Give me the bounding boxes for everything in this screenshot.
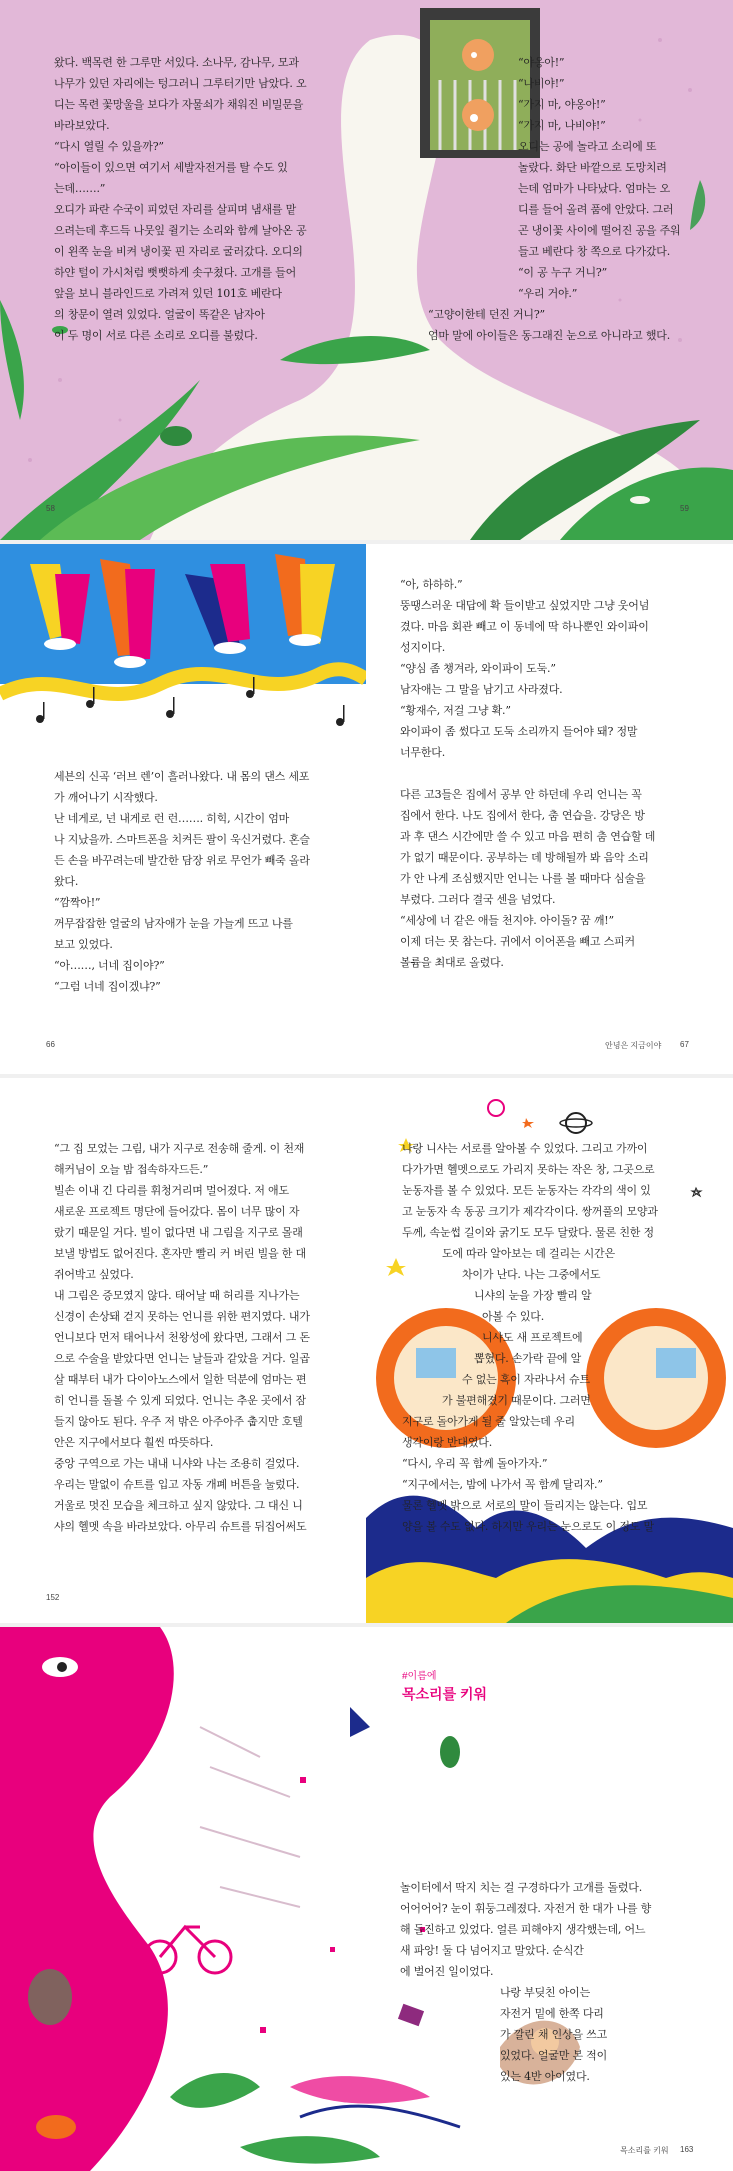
text-line: 우리는 말없이 슈트를 입고 자동 개폐 버튼을 눌렀다. bbox=[54, 1478, 300, 1491]
text-line: 눈동자를 볼 수 있었다. 모든 눈동자는 각각의 색이 있 bbox=[402, 1184, 651, 1197]
dance-illustration bbox=[0, 544, 366, 754]
text-line: 앞을 보니 블라인드로 가려져 있던 101호 베란다 bbox=[54, 287, 282, 300]
text-line: 는데 엄마가 나타났다. 엄마는 오 bbox=[518, 182, 671, 195]
text-line: “아, 하하하.” bbox=[400, 578, 463, 591]
text-line: 바라보았다. bbox=[54, 119, 110, 132]
page-number-left: 58 bbox=[46, 504, 55, 513]
text-line: 으로 수술을 받았다면 언니는 날들과 같았을 거다. 일곱 bbox=[54, 1352, 310, 1365]
spread1-left-column bbox=[54, 52, 374, 346]
text-line: 놀이터에서 딱지 치는 걸 구경하다가 고개를 돌렸다. bbox=[400, 1881, 643, 1894]
text-line: 들고 베란다 창 쪽으로 다가갔다. bbox=[518, 245, 671, 258]
text-line: 들지 않아도 된다. 우주 저 밖은 아주아주 춥지만 호텔 bbox=[54, 1415, 303, 1428]
text-line: “가지 마, 야옹아!” bbox=[518, 98, 606, 111]
text-line: 디를 들어 올려 품에 안았다. 그러 bbox=[518, 203, 674, 216]
spread2-right-column bbox=[400, 574, 700, 973]
spread1-right-column bbox=[428, 52, 728, 346]
text-line: 지구로 돌아가게 될 줄 알았는데 우리 bbox=[402, 1415, 575, 1428]
text-line: 내 그림은 증모였지 않다. 태어날 때 허리를 지나가는 bbox=[54, 1289, 300, 1302]
text-line: 자전거 밑에 한쪽 다리 bbox=[500, 2007, 604, 2020]
text-line: 가 깨어나기 시작했다. bbox=[54, 791, 158, 804]
text-line: “지구에서는, 밤에 나가서 꼭 함께 달리자.” bbox=[402, 1478, 603, 1491]
text-line: 수 없는 혹이 자라나서 슈트 bbox=[462, 1373, 590, 1386]
text-line: 세븐의 신곡 ‘러브 렌’이 흘러나왔다. 내 몸의 댄스 세포 bbox=[54, 770, 310, 783]
text-line: 아볼 수 있다. bbox=[482, 1310, 545, 1323]
text-line: 쥐어박고 싶었다. bbox=[54, 1268, 134, 1281]
section-title: 목소리를 키워 bbox=[402, 1686, 488, 1702]
text-line: “세상에 너 같은 애들 천지야. 아이돌? 꿈 깨!” bbox=[400, 914, 614, 927]
text-line: 의 창문이 열려 있었다. 얼굴이 똑같은 남자아 bbox=[54, 308, 265, 321]
section-tag: #이름에 bbox=[402, 1671, 437, 1682]
text-line: 성지이다. bbox=[400, 641, 446, 654]
text-line: “그 집 모었는 그림, 내가 지구로 전송해 줄게. 이 천재 bbox=[54, 1142, 305, 1155]
text-line: “깜짝아!” bbox=[54, 896, 101, 909]
running-header: 안녕은 지금이야 bbox=[605, 1041, 662, 1050]
text-line: “다시, 우리 꼭 함께 돌아가자.” bbox=[402, 1457, 548, 1470]
spread2-left-column bbox=[54, 766, 354, 997]
text-line: 고 눈동자 속 동공 크기가 제각각이다. 쌍꺼풀의 모양과 bbox=[402, 1205, 658, 1218]
text-line: 남자애는 그 말을 남기고 사라졌다. bbox=[400, 683, 563, 696]
text-line: “양심 좀 챙겨라, 와이파이 도둑.” bbox=[400, 662, 556, 675]
text-line: 신경이 손상돼 걷지 못하는 언니를 위한 편지였다. 내가 bbox=[54, 1310, 310, 1323]
text-line: 부렸다. 그러다 결국 센을 넘었다. bbox=[400, 893, 556, 906]
spread3-left-column bbox=[54, 1138, 364, 1537]
text-line: 안은 지구에서보다 훨씬 따뜻하다. bbox=[54, 1436, 214, 1449]
text-line: 히 언니를 돌볼 수 있게 되었다. 언니는 추운 곳에서 잠 bbox=[54, 1394, 306, 1407]
text-line: 새로운 프로젝트 명단에 들어갔다. 몸이 너무 많이 자 bbox=[54, 1205, 300, 1218]
text-line: 새 파앙! 둘 다 넘어지고 말았다. 순식간 bbox=[400, 1944, 584, 1957]
text-line: 가 불편해졌기 때문이다. 그러면 bbox=[442, 1394, 591, 1407]
text-line: 너무한다. bbox=[400, 746, 446, 759]
text-line: “아이들이 있으면 여기서 세발자전거를 탈 수도 있 bbox=[54, 161, 288, 174]
text-line: 집에서 한다. 나도 집에서 한다, 춤 연습을. 강당은 방 bbox=[400, 809, 645, 822]
text-line: 오디가 파란 수국이 피었던 자리를 살피며 냄새를 맡 bbox=[54, 203, 297, 216]
text-line: “가지 마, 나비야!” bbox=[518, 119, 606, 132]
spread3-right-column bbox=[402, 1138, 702, 1537]
spread4-right-column bbox=[400, 1877, 700, 2087]
text-line: 보고 있었다. bbox=[54, 938, 113, 951]
text-line: 으려는데 후드득 나뭇잎 쥘기는 소리와 함께 날아온 공 bbox=[54, 224, 307, 237]
text-line: 가 없기 때문이다. 공부하는 데 방해될까 봐 음악 소리 bbox=[400, 851, 649, 864]
page-number-left: 66 bbox=[46, 1040, 55, 1049]
text-line: 이 두 명이 서로 다른 소리로 오디를 불렀다. bbox=[54, 329, 258, 342]
text-line: 니샤도 새 프로젝트에 bbox=[482, 1331, 583, 1344]
text-line: “고양이한테 던진 거니?” bbox=[428, 308, 545, 321]
text-line: 물론 헬멧 밖으로 서로의 말이 들리지는 않는다. 입모 bbox=[402, 1499, 648, 1512]
text-line: “이 공 누구 거니?” bbox=[518, 266, 607, 279]
text-line: 샤의 헬멧 속을 바라보았다. 아무리 슈트를 뒤집어써도 bbox=[54, 1520, 307, 1533]
spread-2 bbox=[0, 540, 733, 1074]
text-line: 있는 4반 아이였다. bbox=[500, 2070, 590, 2083]
text-line: “야옹아!” bbox=[518, 56, 565, 69]
text-line: 해 돌진하고 있었다. 얼른 피해야지 생각했는데, 어느 bbox=[400, 1923, 646, 1936]
text-line: 에 벌어진 일이었다. bbox=[400, 1965, 494, 1978]
spread-4 bbox=[0, 1623, 733, 2171]
text-line: 언니보다 먼저 태어나서 천왕성에 왔다면, 그래서 그 돈 bbox=[54, 1331, 310, 1344]
text-line: 중앙 구역으로 가는 내내 니샤와 나는 조용히 걸었다. bbox=[54, 1457, 300, 1470]
text-line: “우리 거야.” bbox=[518, 287, 578, 300]
page-number-left: 152 bbox=[46, 1593, 60, 1602]
text-line: “황재수, 저걸 그냥 확.” bbox=[400, 704, 511, 717]
text-line: 와이파이 좀 썼다고 도둑 소리까지 들어야 돼? 정말 bbox=[400, 725, 638, 738]
text-line: 생각이랑 반대였다. bbox=[402, 1436, 493, 1449]
text-line: 거울로 멋진 모습을 체크하고 싶지 않았다. 그 대신 니 bbox=[54, 1499, 303, 1512]
text-line: 살 때부터 내가 다이아노스에서 일한 덕분에 엄마는 편 bbox=[54, 1373, 307, 1386]
page-number-right: 59 bbox=[680, 504, 689, 513]
spread-3 bbox=[0, 1074, 733, 1623]
text-line: 뚱땡스러운 대답에 확 들이받고 싶었지만 그냥 웃어넘 bbox=[400, 599, 650, 612]
text-line: 어어어어? 눈이 휘둥그레졌다. 자전거 한 대가 나를 향 bbox=[400, 1902, 652, 1915]
text-line: 과 후 댄스 시간에만 쓸 수 있고 마음 편히 춤 연습할 데 bbox=[400, 830, 656, 843]
page-number-right: 163 bbox=[680, 2145, 694, 2154]
page-number-right: 67 bbox=[680, 1040, 689, 1049]
text-line: 빌손 이내 긴 다리를 휘청거리며 멀어졌다. 저 애도 bbox=[54, 1184, 289, 1197]
text-line: 왔다. bbox=[54, 875, 79, 888]
text-line: 왔다. 백목련 한 그루만 서있다. 소나무, 감나무, 모과 bbox=[54, 56, 299, 69]
text-line: 니샤의 눈을 가장 빨리 알 bbox=[474, 1289, 592, 1302]
text-line: 다가가면 헬멧으로도 가리지 못하는 작은 창, 그곳으로 bbox=[402, 1163, 655, 1176]
text-line: 꺼무잡잡한 얼굴의 남자애가 눈을 가늘게 뜨고 나를 bbox=[54, 917, 293, 930]
text-line: 엄마 말에 아이들은 동그래진 눈으로 아니라고 했다. bbox=[428, 329, 671, 342]
text-line: “다시 열릴 수 있을까?” bbox=[54, 140, 164, 153]
text-line: 디는 목련 꽃망울을 보다가 자물쇠가 채워진 비밀문을 bbox=[54, 98, 304, 111]
text-line: 가 깔린 채 인상을 쓰고 bbox=[500, 2028, 608, 2041]
text-line: 볼륨을 최대로 올렸다. bbox=[400, 956, 504, 969]
text-line: 가 안 나게 조심했지만 언니는 나를 볼 때마다 심술을 bbox=[400, 872, 646, 885]
text-line: 있었다. 얼굴만 본 적이 bbox=[500, 2049, 608, 2062]
text-line: “나비야!” bbox=[518, 77, 565, 90]
text-line: 도에 따라 알아보는 데 걸리는 시간은 bbox=[442, 1247, 615, 1260]
text-line: 랐기 때문일 거다. 빌이 없다면 내 그림을 지구로 몰래 bbox=[54, 1226, 303, 1239]
text-line: 나 지났을까. 스마트폰을 치켜든 팔이 욱신거렸다. 혼슬 bbox=[54, 833, 310, 846]
text-line: 보낼 방법도 없어진다. 혼자만 빨리 커 버린 빌을 한 대 bbox=[54, 1247, 306, 1260]
text-line: 뽑혔다. 손가락 끝에 알 bbox=[474, 1352, 582, 1365]
text-line: 나무가 있던 자리에는 텅그러니 그루터기만 남았다. 오 bbox=[54, 77, 307, 90]
section-heading bbox=[402, 1667, 487, 1704]
text-line: 겼다. 마음 회관 빼고 이 동네에 딱 하나뿐인 와이파이 bbox=[400, 620, 649, 633]
text-line: 오디는 공에 놀라고 소리에 또 bbox=[518, 140, 657, 153]
running-header: 목소리를 키워 bbox=[620, 2146, 669, 2155]
text-line: 놀랐다. 화단 바깥으로 도망치려 bbox=[518, 161, 667, 174]
text-line: 다른 고3들은 집에서 공부 안 하던데 우리 언니는 꼭 bbox=[400, 788, 642, 801]
text-line: 는데…….” bbox=[54, 182, 106, 195]
text-line: 해커님이 오늘 밤 접속하자드든.” bbox=[54, 1163, 209, 1176]
text-line: 이 왼쪽 눈을 비켜 냉이꽃 핀 자리로 굴러갔다. 오디의 bbox=[54, 245, 303, 258]
text-line: “그럼 너네 집이겠냐?” bbox=[54, 980, 161, 993]
text-line: 나랑 니샤는 서로를 알아볼 수 있었다. 그리고 가까이 bbox=[402, 1142, 648, 1155]
text-line: 이제 더는 못 참는다. 귀에서 이어폰을 빼고 스피커 bbox=[400, 935, 635, 948]
text-line: 곤 냉이꽃 사이에 떨어진 공을 주워 bbox=[518, 224, 681, 237]
text-line: 나랑 부딪친 아이는 bbox=[500, 1986, 591, 1999]
text-line: “아……, 너네 집이야?” bbox=[54, 959, 165, 972]
text-line: 두께, 속눈썹 길이와 굵기도 모두 달랐다. 물론 친한 정 bbox=[402, 1226, 654, 1239]
text-line: 차이가 난다. 나는 그중에서도 bbox=[462, 1268, 601, 1281]
text-line: 양을 볼 수도 없다. 하지만 우리는 눈으로도 이 정도 말 bbox=[402, 1520, 654, 1533]
text-line: 하얀 털이 가시처럼 뻣뻣하게 솟구쳤다. 고개를 들어 bbox=[54, 266, 297, 279]
text-line: 난 네게로, 넌 내게로 런 런……. 히힉, 시간이 엄마 bbox=[54, 812, 290, 825]
text-line: 든 손을 바꾸려는데 발간한 담장 위로 무언가 빼죽 올라 bbox=[54, 854, 310, 867]
spread-1 bbox=[0, 0, 733, 540]
